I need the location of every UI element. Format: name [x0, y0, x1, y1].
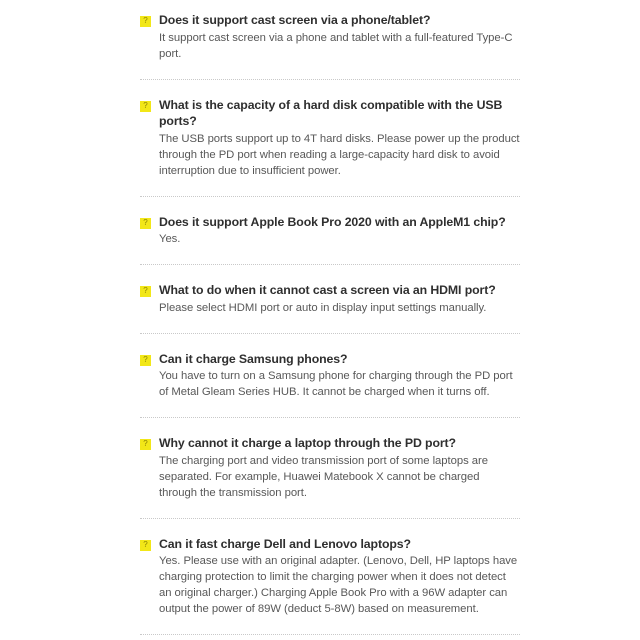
faq-question: What to do when it cannot cast a screen via an HDMI port?	[159, 283, 496, 297]
question-mark-icon	[140, 16, 151, 27]
faq-question-row	[140, 536, 520, 553]
question-mark-icon	[140, 286, 151, 297]
question-mark-icon	[140, 439, 151, 450]
faq-item	[140, 214, 520, 248]
question-mark-icon	[140, 101, 151, 112]
faq-item	[140, 282, 520, 316]
faq-answer: Please select HDMI port or auto in display input settings manually.	[159, 301, 487, 314]
faq-question: Can it fast charge Dell and Lenovo laptops?	[159, 536, 411, 551]
faq-answer: You have to turn on a Samsung phone for charging through the PD port of Metal Gleam Series HUB. It cannot be charged when it turns off.	[159, 370, 513, 398]
faq-question-row	[140, 351, 520, 368]
divider	[140, 518, 520, 519]
divider	[140, 417, 520, 418]
divider	[140, 79, 520, 80]
faq-answer: Yes. Please use with an original adapter. (Lenovo, Dell, HP laptops have charging protection to limit the charging power when it does not detect an original charger.) Charging Apple Book Pro with a 96W adapter can output the power of 89W (deduct 5-8W) based on measurement.	[159, 555, 518, 615]
faq-question: Does it support cast screen via a phone/tablet?	[159, 13, 431, 27]
faq-question-row	[140, 282, 520, 299]
faq-item	[140, 351, 520, 401]
question-mark-icon	[140, 355, 151, 366]
faq-item	[140, 536, 520, 618]
faq-question-row	[140, 214, 520, 231]
faq-question-row	[140, 435, 520, 452]
faq-question: Why cannot it charge a laptop through the PD port?	[159, 436, 456, 450]
faq-question: Can it charge Samsung phones?	[159, 351, 348, 366]
faq-answer: It support cast screen via a phone and tablet with a full-featured Type-C port.	[159, 31, 513, 60]
question-mark-icon	[140, 540, 151, 551]
divider	[140, 634, 520, 635]
faq-question-row	[140, 97, 520, 130]
divider	[140, 196, 520, 197]
faq-item	[140, 435, 520, 501]
faq-answer: The USB ports support up to 4T hard disks. Please power up the product through the PD port when reading a large-capacity hard disk to avoid interruption due to insufficient power.	[159, 132, 520, 177]
faq-question: What is the capacity of a hard disk compatible with the USB ports?	[159, 97, 503, 128]
faq-answer: Yes.	[159, 233, 181, 245]
faq-item	[140, 97, 520, 179]
divider	[140, 264, 520, 265]
faq-item	[140, 12, 520, 62]
question-mark-icon	[140, 218, 151, 229]
divider	[140, 333, 520, 334]
faq-answer: The charging port and video transmission port of some laptops are separated. For example, Huawei Matebook X cannot be charged through the transmission port.	[159, 454, 488, 499]
faq-question: Does it support Apple Book Pro 2020 with an AppleM1 chip?	[159, 214, 506, 229]
faq-question-row	[140, 12, 520, 29]
